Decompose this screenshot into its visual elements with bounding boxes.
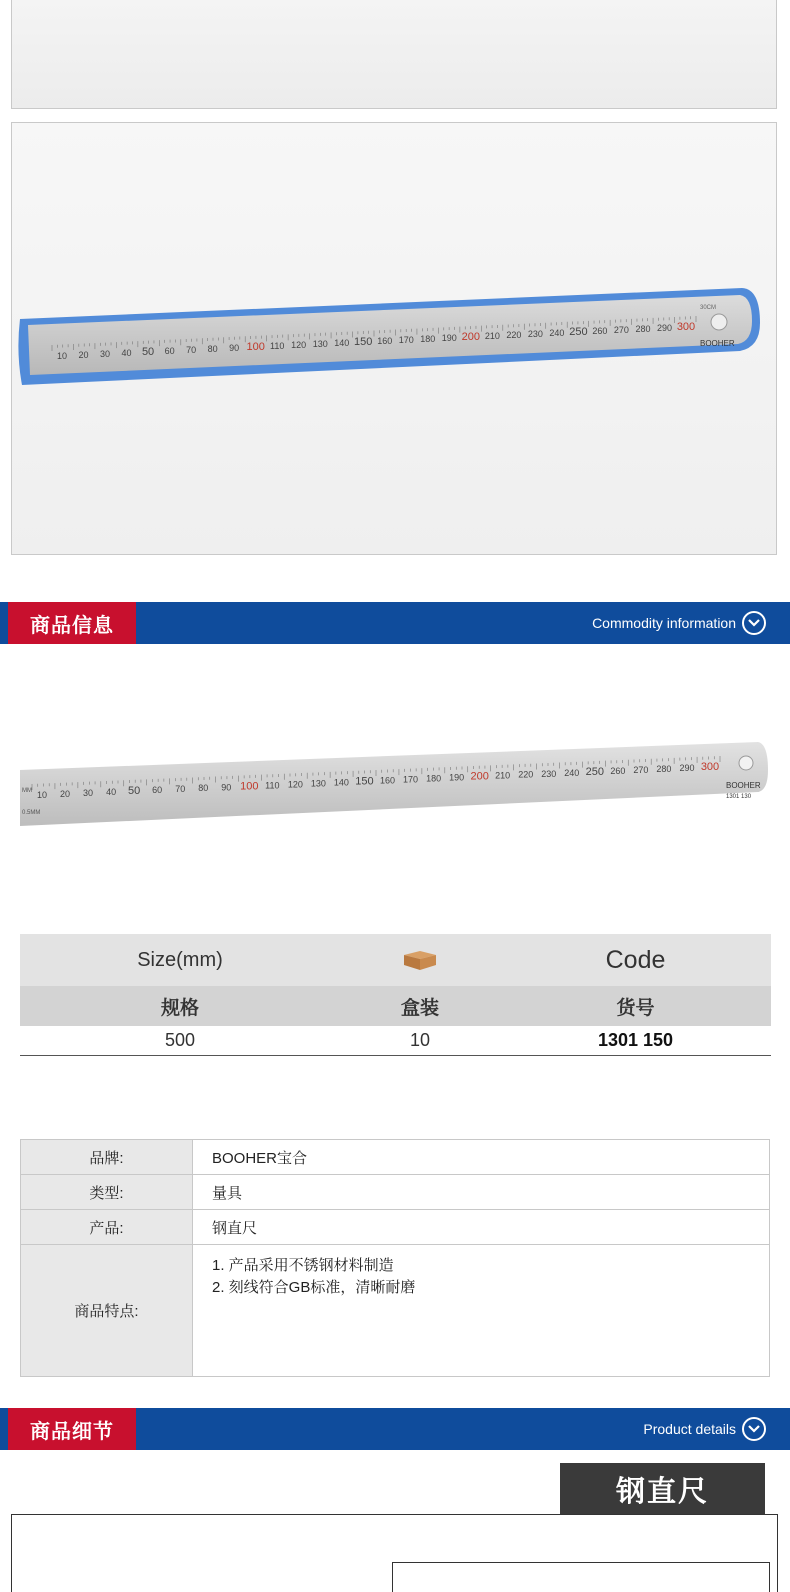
ruler-number: 250 bbox=[585, 765, 605, 778]
ruler-number: 280 bbox=[635, 324, 651, 334]
ruler-number: 120 bbox=[291, 340, 307, 350]
spec-header-en bbox=[20, 934, 771, 986]
ruler-number: 80 bbox=[198, 783, 209, 794]
ruler-number: 260 bbox=[610, 765, 626, 776]
brand-label: 品牌: bbox=[21, 1140, 193, 1175]
ruler-cm-label: 30CM bbox=[700, 305, 717, 311]
ruler-number: 210 bbox=[495, 770, 511, 781]
ruler-number: 240 bbox=[549, 328, 565, 338]
ruler-code-text: 1301 130 bbox=[726, 794, 752, 800]
ruler-number: 160 bbox=[377, 336, 393, 346]
ruler-number: 110 bbox=[269, 341, 285, 351]
ruler-number: 270 bbox=[613, 325, 629, 335]
spec-header-size: Size(mm) bbox=[137, 948, 223, 971]
ruler-number: 30 bbox=[83, 788, 94, 799]
brand-value: BOOHER宝合 bbox=[193, 1140, 770, 1175]
ruler-unit-top: MM bbox=[22, 788, 32, 794]
ruler-number: 70 bbox=[186, 345, 197, 355]
ruler-number: 290 bbox=[679, 762, 695, 773]
product-photo-top bbox=[11, 0, 777, 109]
info-row-product bbox=[21, 1210, 770, 1245]
feature-item: 1. 产品采用不锈钢材料制造 bbox=[212, 1257, 394, 1274]
section-header-details bbox=[0, 1408, 790, 1450]
ruler-number: 50 bbox=[128, 785, 141, 798]
ruler-number: 110 bbox=[265, 780, 280, 791]
ruler-number: 120 bbox=[287, 779, 303, 790]
section-title-commodity: Commodity information bbox=[592, 615, 736, 631]
section-tag-details: 商品细节 bbox=[8, 1408, 136, 1450]
spec-header-cn bbox=[20, 986, 771, 1026]
ruler-number: 160 bbox=[380, 775, 396, 786]
ruler-number: 220 bbox=[506, 330, 522, 340]
section-title-details: Product details bbox=[643, 1421, 736, 1437]
ruler-number: 270 bbox=[633, 764, 649, 775]
ruler-brand-text: BOOHER bbox=[726, 781, 761, 790]
info-row-type bbox=[21, 1175, 770, 1210]
spec-code-value: 1301 150 bbox=[597, 1030, 674, 1050]
ruler-number: 180 bbox=[426, 773, 442, 784]
ruler-number: 300 bbox=[700, 761, 720, 773]
spec-header-code-cn: 货号 bbox=[616, 997, 655, 1019]
info-row-brand bbox=[21, 1140, 770, 1175]
spec-header-code: Code bbox=[605, 945, 666, 974]
ruler-number: 130 bbox=[312, 339, 328, 349]
ruler-number: 170 bbox=[398, 335, 414, 345]
ruler-number: 40 bbox=[106, 787, 117, 798]
ruler-number: 50 bbox=[141, 346, 155, 358]
section-header-commodity bbox=[0, 602, 790, 644]
ruler-brand-text: BOOHER bbox=[700, 339, 735, 348]
ruler-number: 180 bbox=[420, 334, 436, 344]
ruler-number: 200 bbox=[470, 770, 489, 783]
ruler-number: 220 bbox=[518, 769, 534, 780]
features-value bbox=[193, 1245, 770, 1377]
ruler-number: 290 bbox=[656, 323, 672, 333]
ruler-unit-bottom: 0.5MM bbox=[22, 810, 41, 816]
chevron-down-icon[interactable] bbox=[742, 611, 766, 635]
ruler-number: 90 bbox=[229, 343, 240, 353]
ruler-number: 170 bbox=[403, 774, 419, 785]
ruler-number: 190 bbox=[449, 772, 465, 783]
section-tag-commodity: 商品信息 bbox=[8, 602, 136, 644]
ruler-number: 300 bbox=[676, 321, 696, 333]
product-photo-ruler bbox=[20, 740, 770, 830]
ruler-number: 30 bbox=[100, 349, 111, 359]
ruler-number: 10 bbox=[56, 351, 68, 361]
spec-header-size-cn: 规格 bbox=[160, 997, 199, 1019]
ruler-number: 80 bbox=[207, 344, 218, 354]
ruler-number: 100 bbox=[240, 780, 259, 793]
product-photo-ruler-in-sleeve bbox=[11, 122, 777, 555]
ruler-number: 70 bbox=[175, 784, 186, 795]
ruler-number: 200 bbox=[461, 331, 481, 343]
ruler-number: 230 bbox=[541, 768, 557, 779]
info-row-features bbox=[21, 1245, 770, 1377]
ruler-number: 260 bbox=[592, 326, 608, 336]
detail-title: 钢直尺 bbox=[560, 1463, 765, 1516]
spec-header-box-cn: 盒装 bbox=[400, 997, 439, 1019]
ruler-number: 230 bbox=[527, 329, 543, 339]
features-label: 商品特点: bbox=[21, 1245, 193, 1377]
ruler-number: 10 bbox=[36, 790, 48, 800]
feature-item: 2. 刻线符合GB标准，清晰耐磨 bbox=[212, 1279, 416, 1296]
ruler-hole bbox=[711, 314, 727, 330]
product-info-table bbox=[20, 1139, 770, 1377]
ruler-hole bbox=[739, 756, 753, 770]
ruler-number: 40 bbox=[121, 348, 132, 358]
type-value: 量具 bbox=[193, 1175, 770, 1210]
ruler-number: 20 bbox=[60, 789, 71, 800]
ruler-number: 100 bbox=[246, 341, 265, 353]
table-row bbox=[20, 1026, 771, 1056]
ruler-number: 150 bbox=[355, 775, 374, 788]
ruler-number: 60 bbox=[152, 785, 163, 796]
ruler-number: 280 bbox=[656, 763, 672, 774]
spec-table bbox=[20, 934, 771, 1056]
ruler-number: 130 bbox=[310, 778, 326, 789]
ruler-number: 240 bbox=[564, 767, 580, 778]
spec-size-value: 500 bbox=[164, 1030, 196, 1050]
ruler-number: 150 bbox=[354, 336, 373, 348]
chevron-down-icon[interactable] bbox=[742, 1417, 766, 1441]
detail-inner-frame bbox=[392, 1562, 770, 1592]
spec-box-value: 10 bbox=[409, 1030, 431, 1050]
ruler-in-sleeve-image bbox=[12, 123, 777, 555]
box-icon bbox=[340, 934, 500, 986]
product-label: 产品: bbox=[21, 1210, 193, 1245]
ruler-number: 210 bbox=[484, 331, 500, 341]
product-value: 钢直尺 bbox=[193, 1210, 770, 1245]
ruler-number: 140 bbox=[333, 777, 349, 788]
ruler-number: 60 bbox=[164, 346, 175, 356]
type-label: 类型: bbox=[21, 1175, 193, 1210]
ruler-number: 250 bbox=[569, 326, 588, 338]
ruler-number: 140 bbox=[334, 338, 350, 348]
ruler-number: 190 bbox=[441, 333, 457, 343]
ruler-number: 20 bbox=[78, 350, 89, 360]
ruler-number: 90 bbox=[221, 782, 232, 793]
